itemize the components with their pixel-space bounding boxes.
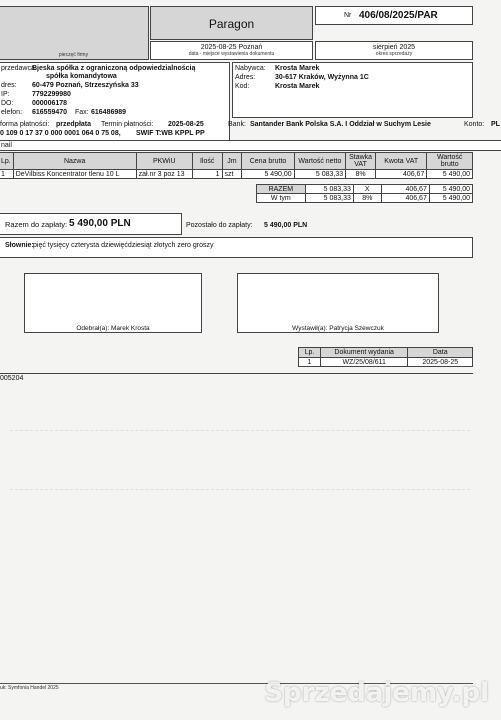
col-unit: Jm xyxy=(222,153,242,170)
cell-vat-rate: 8% xyxy=(346,170,376,179)
receiver-label: Odebrał(a): Marek Krosta xyxy=(76,325,150,332)
related-docs-header xyxy=(299,348,473,358)
buyer-name: Krosta Marek xyxy=(275,65,320,72)
col-price: Cena brutto xyxy=(242,153,294,170)
total-vat-amount: 406,67 xyxy=(381,185,429,194)
account-code: PL xyxy=(491,121,500,128)
total-vat-rate: X xyxy=(353,185,381,194)
total-gross: 5 490,00 xyxy=(429,185,472,194)
seller-name-2: spółka komandytowa xyxy=(46,73,117,80)
payment-row xyxy=(0,121,501,141)
seller-phone-label: elefon: xyxy=(1,109,23,116)
items-header-row xyxy=(0,153,473,170)
doc-number-prefix: Nr xyxy=(344,12,352,19)
cell-name: DeVilbiss Koncentrator tlenu 10 L xyxy=(13,170,136,179)
seller-nip: 7792299980 xyxy=(32,91,71,98)
seller-label: przedawca: xyxy=(1,65,37,72)
watermark-text: Sprzedajemy.pl xyxy=(264,678,489,708)
seller-address-label: dres: xyxy=(1,82,17,89)
table-row xyxy=(0,170,473,179)
col-gross: Wartość brutto xyxy=(427,153,473,170)
bottom-divider xyxy=(0,373,473,374)
cell-unit: szt xyxy=(222,170,242,179)
cell-price: 5 490,00 xyxy=(242,170,294,179)
doc-number-box xyxy=(315,6,473,25)
rd-cell-doc: WZ/25/08/611 xyxy=(320,358,408,367)
sale-period-box xyxy=(315,41,473,60)
doc-type-text: Paragon xyxy=(208,17,255,31)
totals-table xyxy=(256,184,473,203)
email-row xyxy=(0,140,501,151)
rd-col-date: Data xyxy=(408,348,473,358)
total-label: RAZEM xyxy=(257,185,306,194)
total-row xyxy=(257,185,473,194)
col-vat-rate: Stawka VAT xyxy=(346,153,376,170)
words-text: pięć tysięcy czterysta dziewięćdziesiąt złotych zero groszy xyxy=(33,242,214,249)
issuer-signature-box xyxy=(237,273,439,333)
to-pay-amount: 5 490,00 PLN xyxy=(69,218,131,229)
amount-in-words-box xyxy=(0,237,473,258)
stamp-area xyxy=(0,6,149,60)
incl-gross: 5 490,00 xyxy=(429,194,472,203)
issue-date-caption: data - miejsce wystawienia dokumentu xyxy=(188,51,275,57)
incl-vat-rate: 8% xyxy=(353,194,381,203)
doc-number: 406/08/2025/PAR xyxy=(359,10,438,21)
payment-method: przedpłata xyxy=(56,121,92,128)
issuer-label: Wystawił(a): Patrycja Szewczuk xyxy=(292,325,384,332)
words-label: Słownie: xyxy=(5,242,34,249)
doc-type-title xyxy=(150,6,313,40)
document-code: 005204 xyxy=(0,375,24,382)
stamp-label: pieczęć firmy xyxy=(58,52,89,58)
buyer-box xyxy=(232,62,473,118)
table-row xyxy=(299,358,473,367)
cell-lp: 1 xyxy=(0,170,13,179)
cell-gross: 5 490,00 xyxy=(427,170,473,179)
related-docs-table xyxy=(298,347,473,367)
to-pay-box xyxy=(0,213,182,235)
col-name: Nazwa xyxy=(13,153,136,170)
account-number: 0 109 0 17 37 0 000 0001 064 0 75 08, xyxy=(0,130,121,137)
to-pay-label: Razem do zapłaty: xyxy=(5,220,68,229)
col-pkwiu: PKWiU xyxy=(136,153,192,170)
issue-date-box xyxy=(150,41,313,60)
seller-address: 60-479 Poznań, Strzeszyńska 33 xyxy=(32,82,139,89)
seller-fax-label: Fax: xyxy=(75,109,89,116)
rd-col-lp: Lp. xyxy=(299,348,321,358)
seller-bdo: 000006178 xyxy=(32,100,68,107)
buyer-code-label: Kod: xyxy=(235,83,250,90)
incl-vat-amount: 406,67 xyxy=(381,194,429,203)
bank-label: Bank: xyxy=(228,121,246,128)
col-lp: Lp. xyxy=(0,153,13,170)
buyer-label: Nabywca: xyxy=(235,65,266,72)
col-vat-amount: Kwota VAT xyxy=(376,153,427,170)
incl-net: 5 083,33 xyxy=(305,194,353,203)
buyer-code: Krosta Marek xyxy=(275,83,320,90)
cell-qty: 1 xyxy=(192,170,222,179)
seller-bdo-label: DO: xyxy=(1,100,14,107)
incl-label: W tym xyxy=(257,194,306,203)
cell-pkwiu: zał.nr 3 poz 13 xyxy=(136,170,192,179)
cell-net: 5 083,33 xyxy=(294,170,345,179)
watermark-logo xyxy=(264,678,489,708)
swift-code: SWIF T:WB KPPL PP xyxy=(136,130,205,137)
seller-phone: 616559470 xyxy=(32,109,68,116)
remaining-label: Pozostało do zapłaty: xyxy=(186,222,253,229)
col-qty: Ilość xyxy=(192,153,222,170)
buyer-address: 30-617 Kraków, Wyżynna 1C xyxy=(275,74,369,81)
col-net: Wartość netto xyxy=(294,153,345,170)
payment-due: 2025-08-25 xyxy=(168,121,204,128)
email-label: nail xyxy=(1,142,12,149)
incl-row xyxy=(257,194,473,203)
remaining-amount: 5 490,00 PLN xyxy=(264,222,308,229)
receiver-signature-box xyxy=(24,273,202,333)
sale-period: sierpień 2025 xyxy=(372,44,416,51)
rd-cell-lp: 1 xyxy=(299,358,321,367)
seller-fax: 616486989 xyxy=(91,109,127,116)
total-net: 5 083,33 xyxy=(305,185,353,194)
sale-period-caption: okres sprzedaży xyxy=(375,51,413,57)
seller-nip-label: IP: xyxy=(1,91,10,98)
items-table xyxy=(0,152,473,179)
payment-method-label: forma płatności: xyxy=(0,121,50,128)
rd-col-doc: Dokument wydania xyxy=(320,348,408,358)
account-label: Konto: xyxy=(464,121,485,128)
payment-due-label: Termin płatności: xyxy=(101,121,154,128)
bleed-through-marks xyxy=(10,430,470,490)
buyer-address-label: Adres: xyxy=(235,74,256,81)
issue-date-place: 2025-08-25 Poznań xyxy=(200,44,263,51)
bank-name: Santander Bank Polska S.A. I Oddział w Suchym Lesie xyxy=(250,121,431,128)
rd-cell-date: 2025-08-25 xyxy=(408,358,473,367)
footer-software: uk: Symfonia Handel 2025 xyxy=(0,685,59,691)
seller-name-1: Bjeska spółka z ograniczoną odpowiedzialnością xyxy=(32,65,196,72)
cell-vat-amount: 406,67 xyxy=(376,170,427,179)
